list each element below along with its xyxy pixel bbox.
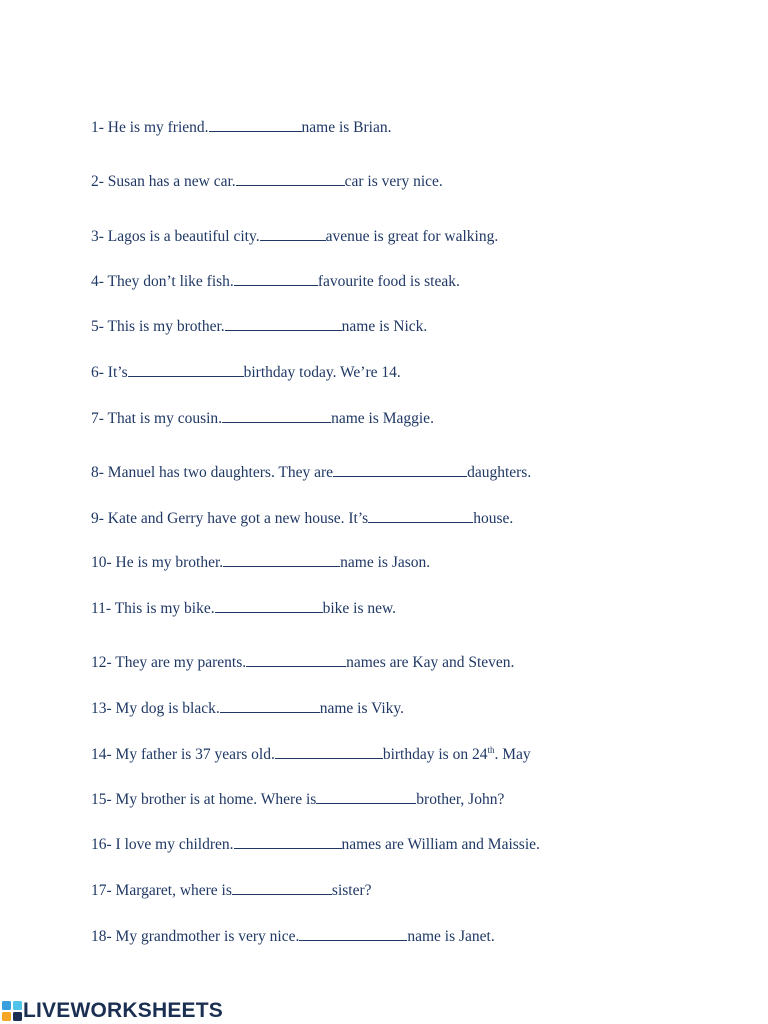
exercise-text-end: . May — [494, 746, 531, 763]
exercise-2 — [91, 172, 443, 191]
answer-blank[interactable] — [222, 409, 331, 423]
exercise-text-before: My father is 37 years old. — [115, 746, 275, 763]
exercise-number: 3- — [91, 228, 104, 245]
exercise-number: 8- — [91, 464, 104, 481]
exercise-number: 2- — [91, 173, 104, 190]
liveworksheets-logo-icon — [2, 1001, 22, 1021]
exercise-text-after: names are William and Maissie. — [341, 836, 540, 853]
exercise-text-after: avenue is great for walking. — [325, 228, 499, 245]
answer-blank[interactable] — [220, 699, 320, 713]
exercise-text-after: birthday is on 24 — [382, 746, 488, 763]
exercise-text-before: He is my brother. — [115, 554, 224, 571]
exercise-number: 4- — [91, 273, 104, 290]
exercise-text-before: He is my friend. — [107, 119, 209, 136]
exercise-17 — [91, 881, 372, 900]
exercise-number: 6- — [91, 364, 104, 381]
exercise-number: 12- — [91, 654, 112, 671]
answer-blank[interactable] — [225, 317, 342, 331]
exercise-4 — [91, 272, 460, 291]
exercise-number: 16- — [91, 836, 112, 853]
exercise-text-after: bike is new. — [322, 600, 397, 617]
exercise-number: 10- — [91, 554, 112, 571]
exercise-15 — [91, 790, 504, 809]
liveworksheets-logo[interactable] — [2, 998, 223, 1024]
exercise-text-before: They are my parents. — [115, 654, 247, 671]
exercise-11 — [91, 599, 396, 618]
exercise-10 — [91, 553, 430, 572]
exercise-1 — [91, 118, 392, 137]
exercise-text-after: name is Nick. — [341, 318, 428, 335]
answer-blank[interactable] — [232, 881, 332, 895]
exercise-text-after: favourite food is steak. — [317, 273, 460, 290]
exercise-number: 17- — [91, 882, 112, 899]
exercise-text-after: daughters. — [467, 464, 532, 481]
exercise-number: 18- — [91, 928, 112, 945]
answer-blank[interactable] — [260, 227, 326, 241]
exercise-7 — [91, 409, 434, 428]
answer-blank[interactable] — [234, 272, 318, 286]
exercise-text-before: Susan has a new car. — [107, 173, 236, 190]
answer-blank[interactable] — [209, 118, 302, 132]
exercise-number: 9- — [91, 510, 104, 527]
answer-blank[interactable] — [246, 653, 346, 667]
exercise-12 — [91, 653, 514, 672]
exercise-text-before: This is my brother. — [107, 318, 225, 335]
exercise-text-after: sister? — [331, 882, 372, 899]
answer-blank[interactable] — [234, 835, 342, 849]
exercise-13 — [91, 699, 404, 718]
answer-blank[interactable] — [223, 553, 340, 567]
exercise-text-before: Kate and Gerry have got a new house. It’s — [107, 510, 369, 527]
exercise-number: 1- — [91, 119, 104, 136]
answer-blank[interactable] — [275, 745, 383, 759]
exercise-text-before: Margaret, where is — [115, 882, 232, 899]
exercise-text-after: name is Viky. — [319, 700, 405, 717]
exercise-text-after: names are Kay and Steven. — [346, 654, 515, 671]
exercise-3 — [91, 227, 498, 246]
exercise-text-before: My dog is black. — [115, 700, 220, 717]
exercise-18 — [91, 927, 495, 946]
exercise-text-after: name is Maggie. — [331, 410, 434, 427]
exercise-text-after: name is Jason. — [340, 554, 431, 571]
answer-blank[interactable] — [236, 172, 345, 186]
exercise-text-before: They don’t like fish. — [107, 273, 234, 290]
exercise-9 — [91, 509, 513, 528]
exercise-text-before: My grandmother is very nice. — [115, 928, 300, 945]
liveworksheets-logo-text: LIVEWORKSHEETS — [23, 999, 223, 1022]
exercise-text-after: car is very nice. — [344, 173, 443, 190]
exercise-text-before: That is my cousin. — [107, 410, 223, 427]
answer-blank[interactable] — [333, 463, 467, 477]
exercise-text-before: This is my bike. — [114, 600, 215, 617]
exercise-14 — [91, 745, 531, 764]
exercise-text-after: name is Brian. — [301, 119, 392, 136]
exercise-number: 7- — [91, 410, 104, 427]
exercise-6 — [91, 363, 401, 382]
exercise-number: 15- — [91, 791, 112, 808]
exercise-text-after: birthday today. We’re 14. — [243, 364, 401, 381]
exercise-number: 14- — [91, 746, 112, 763]
answer-blank[interactable] — [128, 363, 244, 377]
exercise-number: 13- — [91, 700, 112, 717]
exercise-5 — [91, 317, 427, 336]
answer-blank[interactable] — [316, 790, 416, 804]
exercise-text-before: It’s — [107, 364, 128, 381]
exercise-text-before: I love my children. — [115, 836, 234, 853]
exercise-text-after: brother, John? — [416, 791, 505, 808]
exercise-text-before: My brother is at home. Where is — [115, 791, 317, 808]
exercise-text-before: Manuel has two daughters. They are — [107, 464, 334, 481]
exercise-number: 11- — [91, 600, 112, 617]
exercise-text-after: name is Janet. — [407, 928, 495, 945]
exercise-8 — [91, 463, 531, 482]
answer-blank[interactable] — [299, 927, 407, 941]
exercise-text-after: house. — [473, 510, 514, 527]
ordinal-suffix: th — [487, 744, 495, 755]
exercise-text-before: Lagos is a beautiful city. — [107, 228, 260, 245]
answer-blank[interactable] — [215, 599, 323, 613]
exercise-number: 5- — [91, 318, 104, 335]
answer-blank[interactable] — [368, 509, 473, 523]
exercise-16 — [91, 835, 540, 854]
